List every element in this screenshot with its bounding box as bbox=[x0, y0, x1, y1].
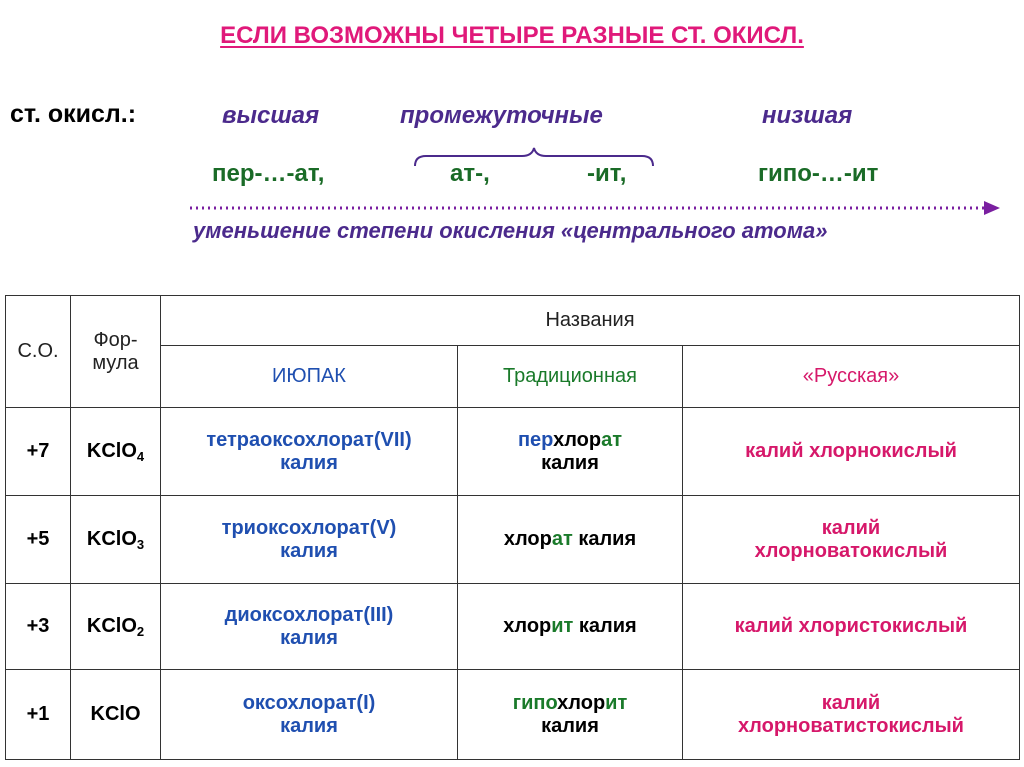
category-lowest: низшая bbox=[762, 102, 853, 129]
table-row bbox=[6, 670, 1020, 760]
header-iupac: ИЮПАК bbox=[161, 346, 458, 408]
cell-iupac-name: оксохлорат(I) калия bbox=[161, 670, 458, 760]
cell-russian-name: калий хлорноватистокислый bbox=[683, 670, 1020, 760]
cell-iupac-name: диоксохлорат(III) калия bbox=[161, 584, 458, 670]
oxidation-state-label: ст. окисл.: bbox=[10, 100, 137, 128]
cell-traditional-name: перхлорат калия bbox=[458, 408, 683, 496]
decrease-caption: уменьшение степени окисления «центрального атома» bbox=[193, 218, 828, 243]
cell-traditional-name: хлорат калия bbox=[458, 496, 683, 584]
cell-formula: KClO$_4$ bbox=[71, 408, 161, 496]
cell-russian-name: калий хлорнокислый bbox=[683, 408, 1020, 496]
cell-oxidation-state: +5 bbox=[6, 496, 71, 584]
category-intermediate: промежуточные bbox=[400, 102, 603, 129]
cell-iupac-name: тетраоксохлорат(VII) калия bbox=[161, 408, 458, 496]
header-formula: Фор- мула bbox=[71, 296, 161, 408]
suffix-at: ат-, bbox=[450, 160, 490, 187]
category-highest: высшая bbox=[222, 102, 320, 129]
header-oxidation-state: С.О. bbox=[6, 296, 71, 408]
cell-russian-name: калий хлористокислый bbox=[683, 584, 1020, 670]
cell-traditional-name: гипохлорит калия bbox=[458, 670, 683, 760]
dotted-arrow-icon bbox=[188, 200, 1003, 216]
header-names: Названия bbox=[161, 296, 1020, 346]
cell-traditional-name: хлорит калия bbox=[458, 584, 683, 670]
cell-formula: KClO bbox=[71, 670, 161, 760]
table-row bbox=[6, 408, 1020, 496]
suffix-hypo-it: гипо-…-ит bbox=[758, 160, 879, 187]
oxoacid-salts-table bbox=[5, 295, 1020, 760]
cell-iupac-name: триоксохлорат(V) калия bbox=[161, 496, 458, 584]
page-title: ЕСЛИ ВОЗМОЖНЫ ЧЕТЫРЕ РАЗНЫЕ СТ. ОКИСЛ. bbox=[220, 22, 804, 49]
cell-formula: KClO$_2$ bbox=[71, 584, 161, 670]
cell-oxidation-state: +3 bbox=[6, 584, 71, 670]
suffix-per-at: пер-…-ат, bbox=[212, 160, 325, 187]
header-traditional: Традиционная bbox=[458, 346, 683, 408]
cell-oxidation-state: +7 bbox=[6, 408, 71, 496]
suffix-it: -ит, bbox=[587, 160, 627, 187]
table-row bbox=[6, 584, 1020, 670]
header-russian: «Русская» bbox=[683, 346, 1020, 408]
cell-russian-name: калий хлорноватокислый bbox=[683, 496, 1020, 584]
cell-oxidation-state: +1 bbox=[6, 670, 71, 760]
cell-formula: KClO$_3$ bbox=[71, 496, 161, 584]
table-row bbox=[6, 496, 1020, 584]
